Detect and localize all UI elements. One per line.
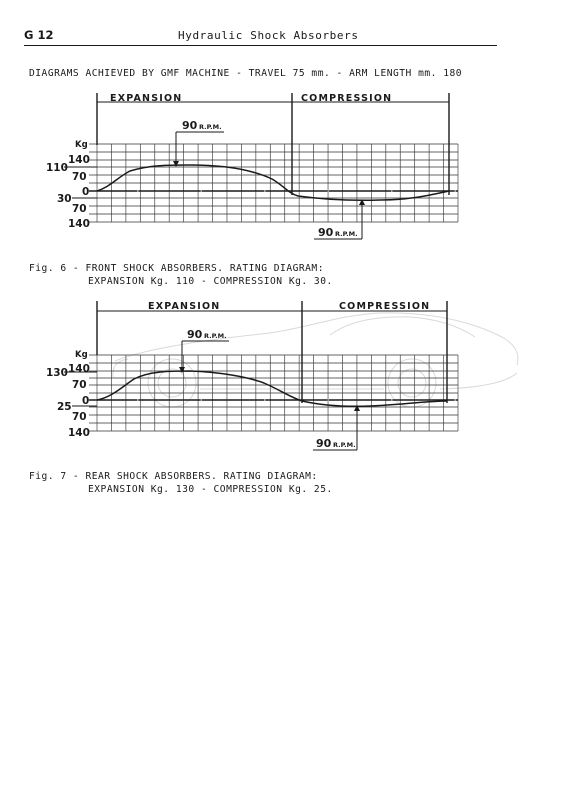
fig7-tick-140-bottom: 140 (68, 427, 90, 439)
fig6-tick-0: 0 (82, 186, 90, 198)
fig6-tick-70-top: 70 (72, 171, 87, 183)
fig7-expansion-label: EXPANSION (148, 301, 221, 312)
fig7-compression-label: COMPRESSION (339, 301, 431, 312)
fig7-compression-value: 25 (57, 401, 72, 413)
fig7-rpm-top-arrow (179, 367, 185, 373)
fig7-rpm-bottom-unit: R.P.M. (333, 441, 356, 449)
fig6-expansion-label: EXPANSION (110, 93, 183, 104)
fig6-caption (29, 262, 333, 288)
fig7-unit: Kg (75, 350, 88, 360)
fig7-tick-0: 0 (82, 395, 90, 407)
fig6-compression-value: 30 (57, 193, 72, 205)
fig6-caption-line1: Fig. 6 - FRONT SHOCK ABSORBERS. RATING DIAGRAM: (29, 263, 324, 274)
fig7-tick-70-top: 70 (72, 379, 87, 391)
fig7-rpm-top: 90 (187, 328, 203, 341)
fig7-tick-70-bottom: 70 (72, 411, 87, 423)
fig7-rpm-top-unit: R.P.M. (204, 332, 227, 340)
intro-line: DIAGRAMS ACHIEVED BY GMF MACHINE - TRAVEL 75 mm. - ARM LENGTH mm. 180 (29, 68, 463, 79)
fig7-rpm-bottom: 90 (316, 437, 332, 450)
fig6-grid (89, 144, 458, 222)
fig6-tick-140-top: 140 (68, 154, 90, 166)
page-title: Hydraulic Shock Absorbers (178, 29, 359, 42)
fig6-rpm-top-unit: R.P.M. (199, 123, 222, 131)
fig6-tick-140-bottom: 140 (68, 218, 90, 230)
fig6-rpm-top-arrow (173, 161, 179, 167)
fig7-expansion-value: 130 (46, 367, 68, 379)
fig6-diagram (0, 85, 565, 255)
fig7-tick-140-top: 140 (68, 363, 90, 375)
fig6-tick-70-bottom: 70 (72, 203, 87, 215)
fig6-caption-line2: EXPANSION Kg. 110 - COMPRESSION Kg. 30. (88, 276, 333, 287)
page-code: G 12 (24, 28, 54, 42)
fig6-expansion-value: 110 (46, 162, 68, 174)
fig6-compression-label: COMPRESSION (301, 93, 393, 104)
header-rule (24, 45, 497, 46)
fig7-caption-line1: Fig. 7 - REAR SHOCK ABSORBERS. RATING DIAGRAM: (29, 471, 318, 482)
fig7-caption-line2: EXPANSION Kg. 130 - COMPRESSION Kg. 25. (88, 484, 333, 495)
fig7-grid (89, 355, 458, 431)
fig6-rpm-bottom-unit: R.P.M. (335, 230, 358, 238)
fig6-unit: Kg (75, 140, 88, 150)
fig6-rpm-bottom: 90 (318, 226, 334, 239)
fig7-caption (29, 470, 333, 496)
fig7-diagram (0, 293, 565, 463)
fig6-rpm-top: 90 (182, 119, 198, 132)
